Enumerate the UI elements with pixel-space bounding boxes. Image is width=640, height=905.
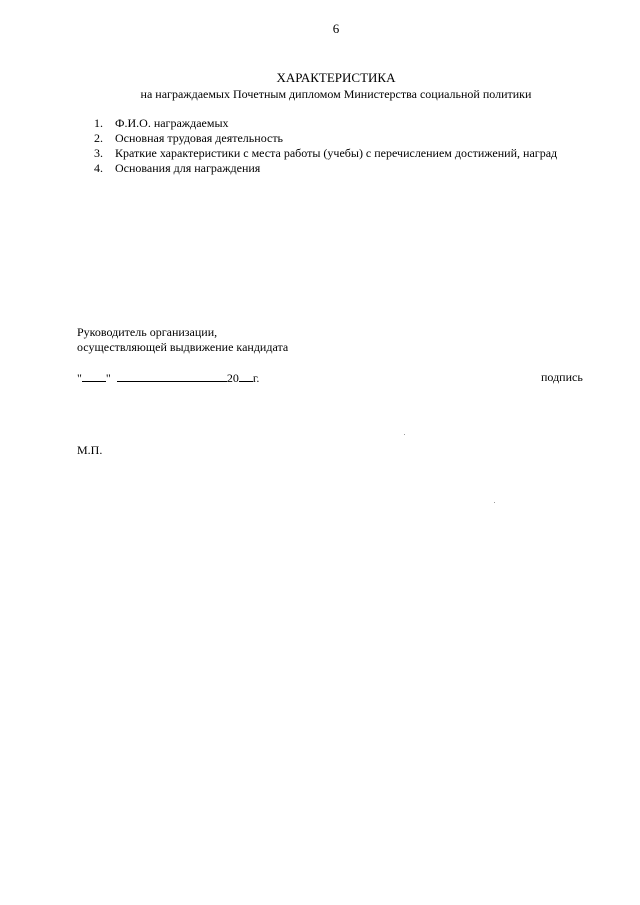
scan-speck	[494, 502, 495, 503]
month-blank	[117, 370, 227, 382]
date-line	[77, 370, 259, 386]
year-suffix: г.	[252, 371, 260, 385]
year-blank	[239, 370, 253, 382]
list-item-text: Ф.И.О. награждаемых	[115, 116, 229, 130]
document-title: ХАРАКТЕРИСТИКА	[276, 70, 396, 85]
date-close-quote: "	[105, 371, 111, 385]
page-number: 6	[332, 21, 340, 36]
list-item	[94, 161, 557, 176]
list-item-text: Основная трудовая деятельность	[115, 131, 284, 145]
date-open-quote: "	[77, 371, 82, 385]
list-item	[94, 116, 557, 131]
list-item-text: Краткие характеристики с места работы (учебы) с перечислением достижений, наград	[115, 146, 558, 160]
characteristics-list	[94, 116, 557, 176]
signature-label: подпись	[541, 370, 583, 384]
list-item-number: 1.	[94, 116, 103, 130]
list-item-number: 2.	[94, 131, 103, 145]
list-item	[94, 146, 557, 161]
year-prefix: 20	[226, 371, 239, 385]
list-item-text: Основания для награждения	[115, 161, 261, 175]
list-item-number: 3.	[94, 146, 103, 160]
signer-title-line-1: Руководитель организации,	[77, 325, 218, 339]
signer-title-line-2: осуществляющей выдвижение кандидата	[77, 340, 289, 354]
scan-speck	[404, 434, 405, 435]
document-subtitle: на награждаемых Почетным дипломом Министерства социальной политики	[140, 87, 532, 101]
list-item-number: 4.	[94, 161, 103, 175]
stamp-label: М.П.	[77, 443, 103, 457]
day-blank	[82, 370, 106, 382]
list-item	[94, 131, 557, 146]
